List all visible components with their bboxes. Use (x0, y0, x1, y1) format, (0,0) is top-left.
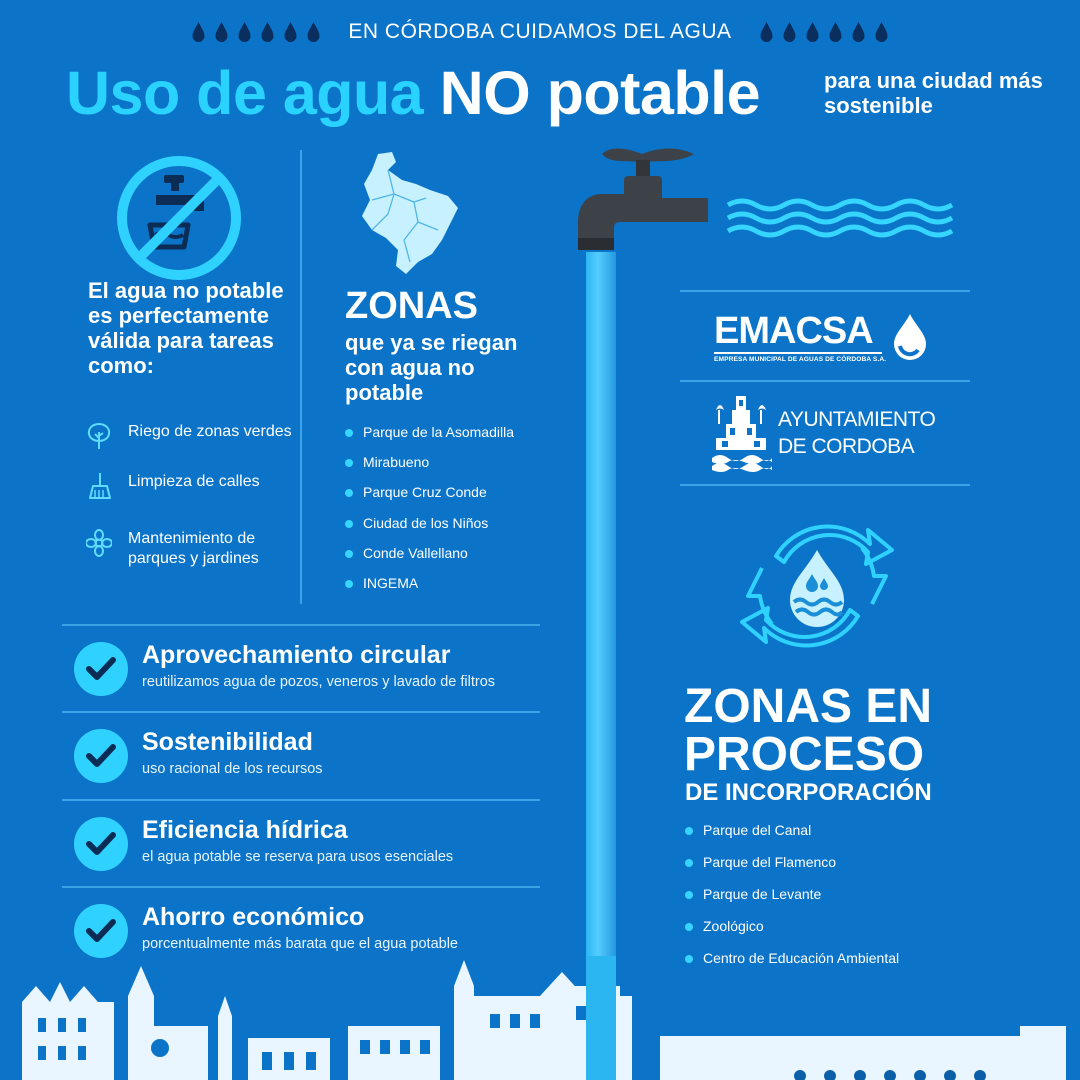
drop-icon (758, 21, 775, 43)
list-item: Parque del Flamenco (685, 854, 945, 886)
proceso-subheading: DE INCORPORACIÓN (685, 779, 932, 806)
divider (62, 711, 540, 713)
tap-icon (572, 140, 712, 260)
divider (62, 624, 540, 626)
benefit-sostenibilidad (74, 727, 544, 787)
benefit-title: Ahorro económico (142, 903, 365, 931)
column-divider (300, 150, 302, 604)
zonas-list (345, 424, 575, 605)
ayuntamiento-line-2: DE CORDOBA (778, 435, 915, 458)
proceso-heading-line-1: ZONAS EN (684, 680, 933, 733)
emacsa-name: EMACSA (714, 310, 873, 352)
drop-icon (190, 21, 207, 43)
page-subtitle: para una ciudad más sostenible (824, 68, 1043, 118)
water-recycle-icon (732, 516, 902, 656)
drops-right (758, 21, 890, 43)
task-label: Riego de zonas verdes (128, 423, 292, 440)
task-item-mantenimiento (86, 529, 296, 569)
flower-icon (86, 529, 112, 557)
check-icon (74, 904, 128, 958)
drop-icon (781, 21, 798, 43)
list-item: Ciudad de los Niños (345, 515, 575, 545)
title-part-2: NO potable (439, 59, 760, 127)
drops-left (190, 21, 322, 43)
check-icon (74, 729, 128, 783)
task-item-riego (86, 422, 296, 450)
proceso-heading-line-2: PROCESO (684, 728, 925, 781)
emacsa-underline (714, 352, 882, 354)
emacsa-tagline: EMPRESA MUNICIPAL DE AGUAS DE CÓRDOBA S.A. (714, 356, 887, 363)
zonas-heading: ZONAS (345, 285, 478, 327)
list-item: Zoológico (685, 918, 945, 950)
cordoba-map-icon (358, 150, 462, 276)
city-skyline-illustration (0, 956, 1080, 1080)
no-drinking-water-icon (116, 155, 242, 281)
left-intro-text: El agua no potable es perfectamente válida para tareas como: (88, 278, 284, 378)
drop-icon (259, 21, 276, 43)
list-item: Parque Cruz Conde (345, 484, 575, 514)
page-title (66, 58, 760, 128)
benefit-description: el agua potable se reserva para usos esenciales (142, 849, 454, 865)
benefit-circular (74, 640, 544, 700)
benefit-eficiencia (74, 815, 544, 875)
divider (680, 484, 970, 486)
list-item: Parque del Canal (685, 822, 945, 854)
benefit-description: reutilizamos agua de pozos, veneros y lavado de filtros (142, 674, 496, 690)
top-banner (0, 14, 1080, 50)
task-label: Limpieza de calles (128, 473, 260, 490)
check-icon (74, 642, 128, 696)
benefit-description: uso racional de los recursos (142, 761, 323, 777)
benefit-ahorro (74, 902, 544, 962)
city-hall-emblem-icon (708, 392, 774, 472)
benefit-description: porcentualmente más barata que el agua potable (142, 936, 458, 952)
drop-icon (827, 21, 844, 43)
proceso-heading (684, 680, 933, 781)
drop-icon (305, 21, 322, 43)
drop-icon (850, 21, 867, 43)
ayuntamiento-line-1: AYUNTAMIENTO (778, 408, 936, 431)
emacsa-logo (714, 312, 929, 364)
drop-icon (236, 21, 253, 43)
list-item: Parque de Levante (685, 886, 945, 918)
title-part-1: Uso de agua (66, 59, 424, 127)
task-label: Mantenimiento de parques y jardines (128, 530, 259, 567)
waves-icon (726, 195, 964, 241)
divider (680, 290, 970, 292)
divider (680, 380, 970, 382)
drop-icon (804, 21, 821, 43)
check-icon (74, 817, 128, 871)
benefit-title: Sostenibilidad (142, 728, 313, 756)
list-item: Conde Vallellano (345, 545, 575, 575)
zonas-subheading: que ya se riegan con agua no potable (345, 330, 518, 405)
list-item: Centro de Educación Ambiental (685, 950, 945, 982)
benefit-title: Eficiencia hídrica (142, 816, 348, 844)
list-item: Parque de la Asomadilla (345, 424, 575, 454)
drop-icon (282, 21, 299, 43)
drop-icon (873, 21, 890, 43)
drop-icon (213, 21, 230, 43)
task-item-limpieza (86, 472, 296, 500)
benefit-title: Aprovechamiento circular (142, 641, 451, 669)
divider (62, 799, 540, 801)
top-banner-text: EN CÓRDOBA CUIDAMOS DEL AGUA (348, 20, 732, 43)
tree-icon (86, 422, 112, 450)
ayuntamiento-logo (708, 392, 936, 472)
water-drop-logo-icon (890, 312, 930, 360)
broom-icon (86, 472, 112, 500)
list-item: INGEMA (345, 575, 575, 605)
ayuntamiento-name (778, 406, 935, 460)
list-item: Mirabueno (345, 454, 575, 484)
divider (62, 886, 540, 888)
